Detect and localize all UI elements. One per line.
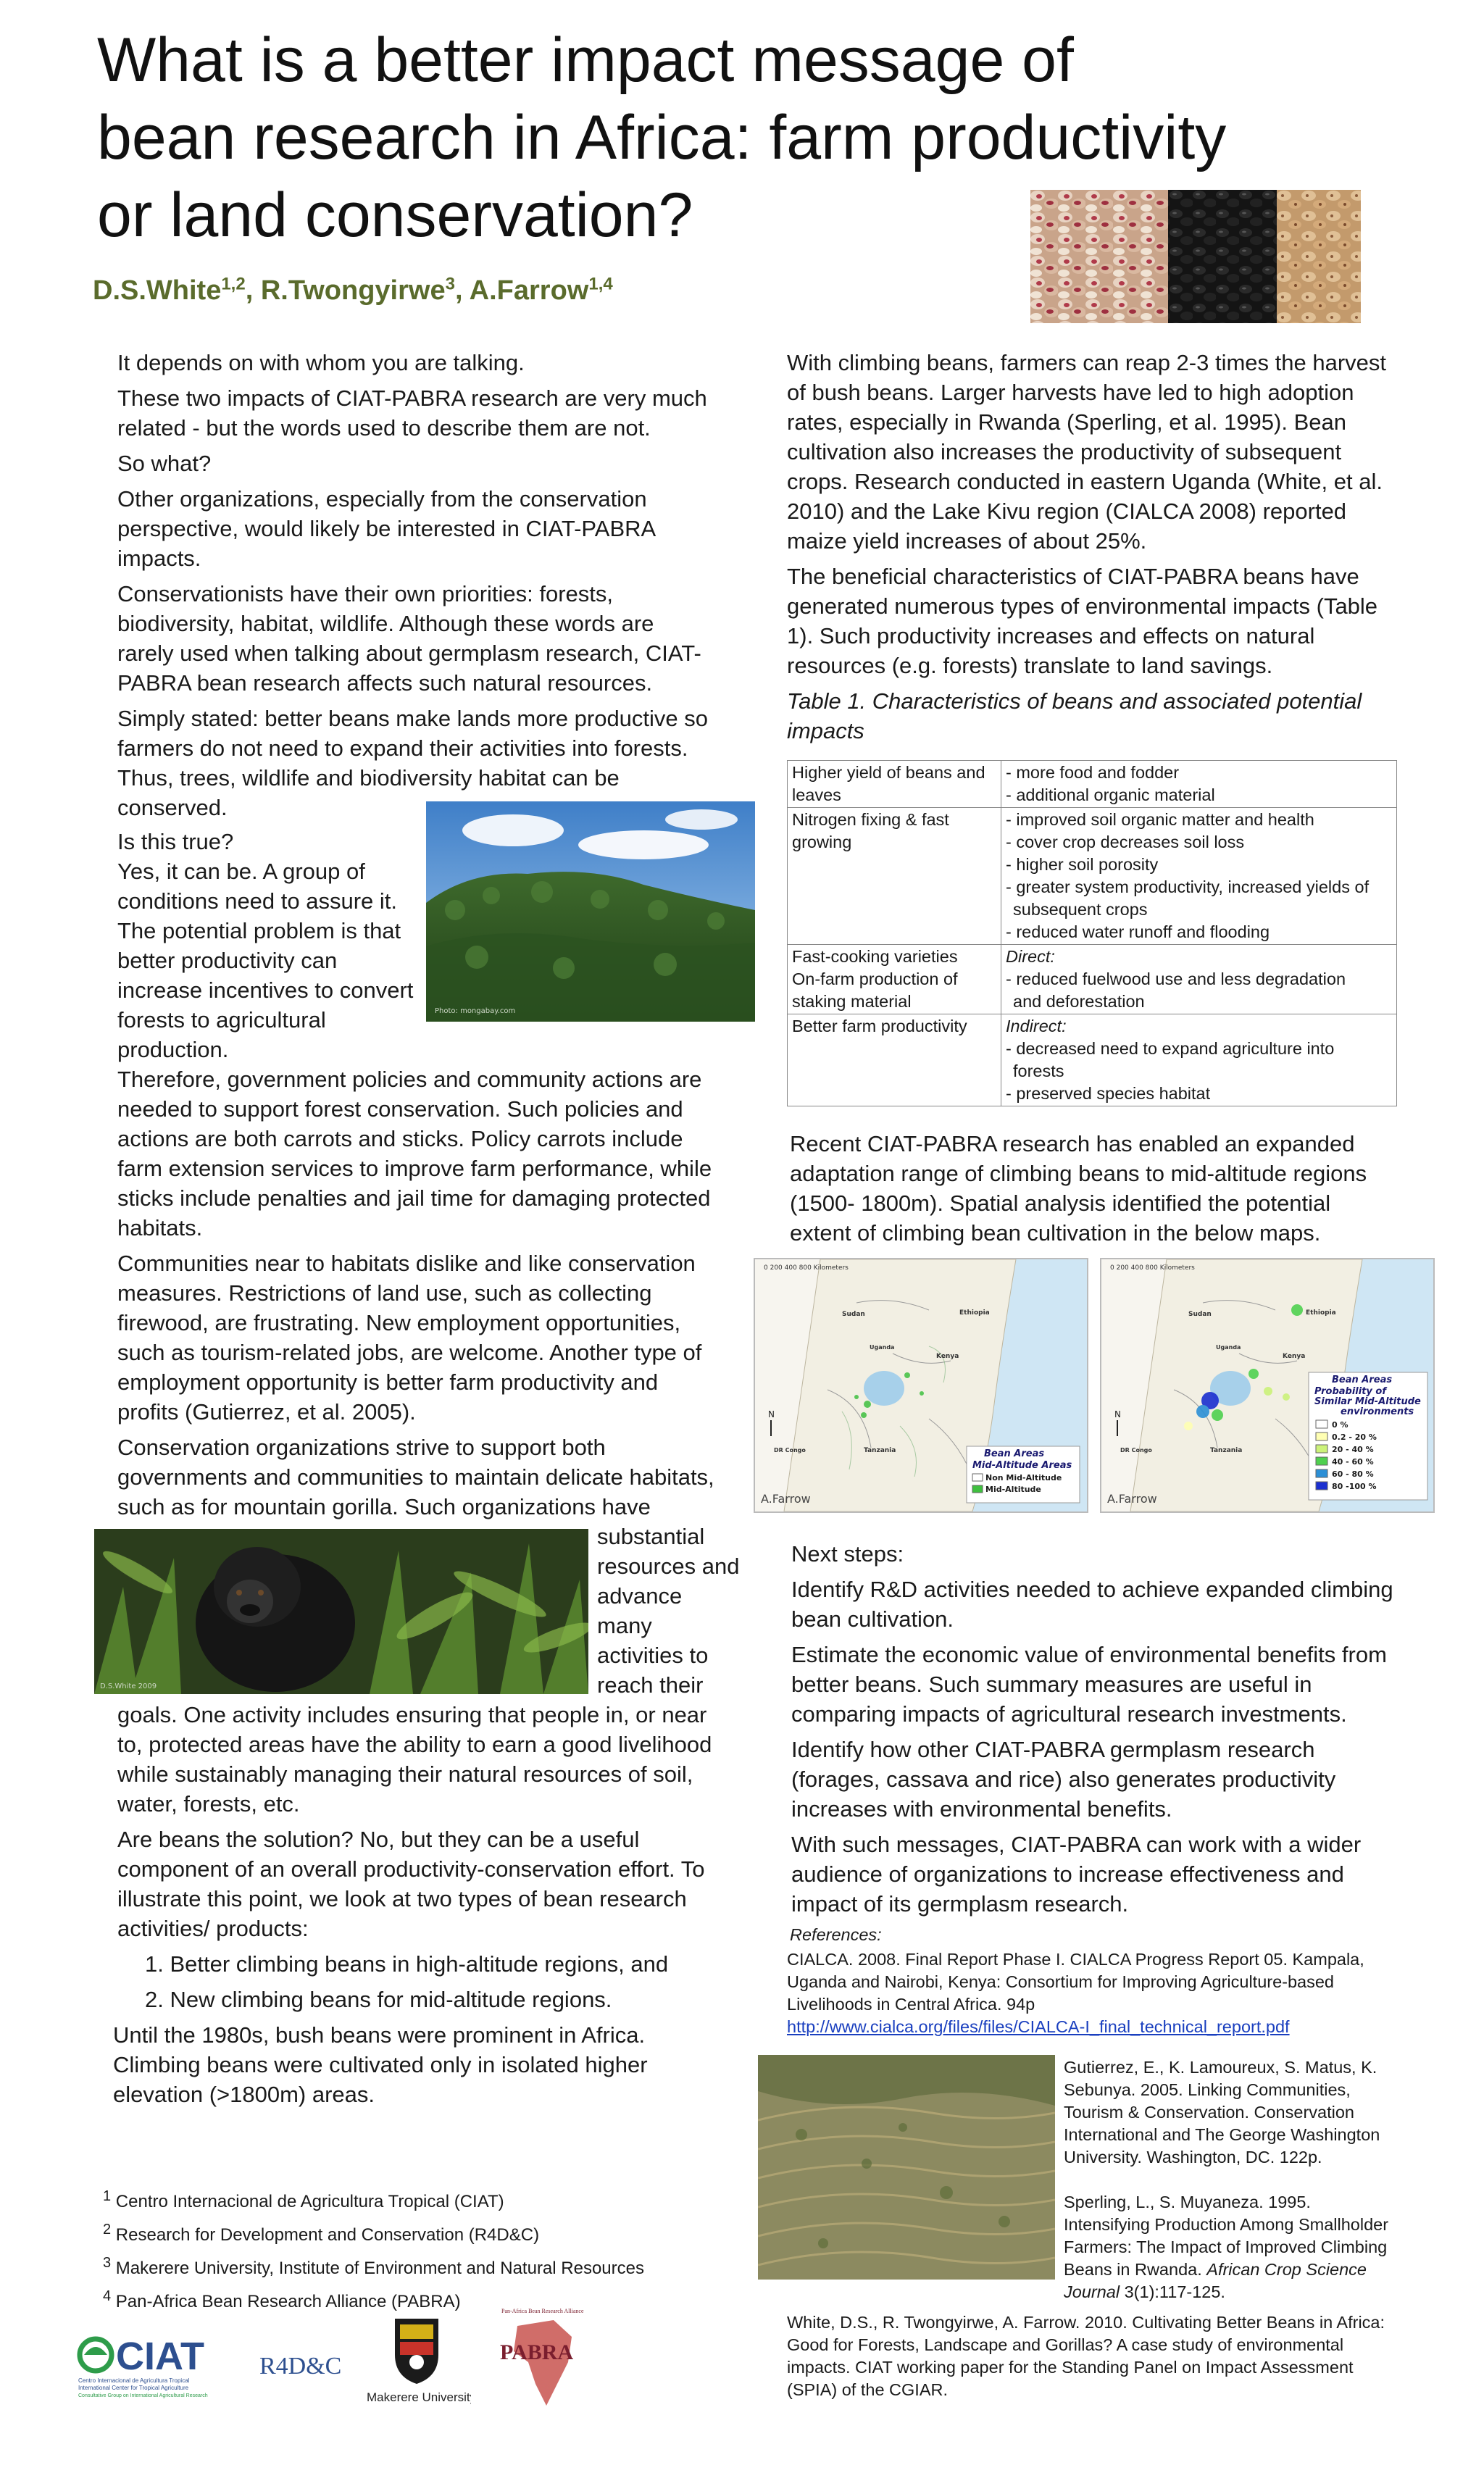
- svg-text:Non Mid-Altitude: Non Mid-Altitude: [985, 1473, 1062, 1482]
- svg-text:International Center for Tropi: International Center for Tropical Agriculture: [78, 2385, 189, 2391]
- list-item: 1. Better climbing beans in high-altitude regions, and: [145, 1951, 669, 1977]
- affiliation: $^3$ Makerere University, Institute of Environment and Natural Resources: [103, 2255, 644, 2278]
- svg-text:Tanzania: Tanzania: [1210, 1447, 1243, 1454]
- left-column-wrap2: [597, 1522, 742, 1700]
- reference-link[interactable]: http://www.cialca.org/files/files/CIALCA-I_final_technical_report.pdf: [787, 2017, 1290, 2036]
- left-paragraph: Simply stated: better beans make lands more productive so farmers do not need to expand their activities into forests. Thus, trees, wildlife and biodiversity habitat can be conserved.: [117, 706, 709, 820]
- svg-text:Probability of: Probability of: [1314, 1386, 1387, 1397]
- pabra-logo: [496, 2304, 590, 2413]
- forest-photo: [426, 801, 755, 1022]
- r4dc-logo: [258, 2345, 345, 2395]
- table-row: [788, 945, 1397, 1014]
- table-cell: Fast-cooking varieties On-farm production of staking material: [788, 945, 1001, 1014]
- svg-text:N: N: [768, 1409, 775, 1419]
- svg-text:Ethiopia: Ethiopia: [1306, 1309, 1336, 1317]
- legend-label: 0.2 - 20 %: [1332, 1432, 1377, 1442]
- makerere-logo-text: Makerere University: [367, 2390, 471, 2404]
- table-cell: Indirect: - decreased need to expand agriculture into forests - preserved species habitat: [1001, 1014, 1397, 1106]
- reference-4: White, D.S., R. Twongyirwe, A. Farrow. 2010. Cultivating Better Beans in Africa: Good for Forests, Landscape and Gorillas? A case study of environmental impacts. CIAT working paper for the Standing Panel on Impact Assessment (SPIA) of the CGIAR.: [787, 2313, 1385, 2399]
- next-step-item: Identify R&D activities needed to achieve expanded climbing bean cultivation.: [791, 1577, 1393, 1632]
- svg-text:Sudan: Sudan: [842, 1311, 865, 1318]
- affiliations: [103, 2182, 726, 2316]
- legend-swatch: [1316, 1420, 1327, 1428]
- left-paragraph: Yes, it can be. A group of conditions need to assure it. The potential problem is that better productivity can increase incentives to convert forests to agricultural production.: [117, 859, 414, 1062]
- pabra-logo-text: PABRA: [500, 2340, 574, 2364]
- svg-text:Bean Areas: Bean Areas: [984, 1448, 1045, 1459]
- map-probability: [1100, 1258, 1435, 1513]
- left-paragraph: Communities near to habitats dislike and like conservation measures. Restrictions of land use, such as collecting firewood, are frustrating. New employment opportunities, such as tourism-related jobs, are welcome. Another type of employment opportunity is better farm productivity and profits (Gutierrez, et al. 2005).: [117, 1251, 702, 1425]
- left-column-bottom: [113, 1700, 726, 2109]
- next-step-item: Estimate the economic value of environmental benefits from better beans. Such summary measures are useful in comparing impacts of agricultural research investments.: [791, 1642, 1387, 1727]
- left-paragraph: Until the 1980s, bush beans were prominent in Africa. Climbing beans were cultivated only in isolated higher elevation (>1800m) areas.: [113, 2022, 648, 2107]
- svg-text:Similar Mid-Altitude: Similar Mid-Altitude: [1314, 1396, 1421, 1407]
- authors: D.S.White$^{1,2}$, R.Twongyirwe$^3$, A.Farrow$^{1,4}$: [93, 274, 613, 306]
- legend-swatch: [1316, 1432, 1327, 1440]
- affiliation: $^4$ Pan-Africa Bean Research Alliance (PABRA): [103, 2288, 461, 2311]
- svg-text:Bean Areas: Bean Areas: [1332, 1375, 1393, 1385]
- left-column-wrap: [117, 827, 422, 1064]
- terraces-photo: [758, 2055, 1055, 2280]
- left-paragraph: Other organizations, especially from the conservation perspective, would likely be interested in CIAT-PABRA impacts.: [117, 486, 655, 571]
- makerere-logo: [362, 2311, 471, 2406]
- svg-text:Kenya: Kenya: [936, 1353, 959, 1360]
- svg-text:0 200 400 800 Kilometers: 0 200 400 800 Kilometers: [1110, 1264, 1195, 1272]
- svg-text:Consultative Group on Internat: Consultative Group on International Agricultural Research: [78, 2393, 208, 2398]
- map-mid-altitude: [754, 1258, 1088, 1513]
- affiliation: $^1$ Centro Internacional de Agricultura Tropical (CIAT): [103, 2188, 504, 2211]
- right-column-maps-intro: [790, 1129, 1396, 1248]
- legend-swatch: [1316, 1469, 1327, 1477]
- map-1-image: [755, 1259, 1087, 1511]
- table-cell: Direct: - reduced fuelwood use and less degradation and deforestation: [1001, 945, 1397, 1014]
- right-paragraph: The beneficial characteristics of CIAT-PABRA beans have generated numerous types of environmental impacts (Table 1). Such productivity increases and effects on natural resources (e.g. forests) translate to land savings.: [787, 564, 1378, 678]
- svg-text:environments: environments: [1341, 1406, 1414, 1417]
- gorilla-credit: D.S.White 2009: [100, 1682, 157, 1690]
- beans-photo: [1030, 190, 1361, 323]
- ciat-logo: [75, 2324, 228, 2404]
- svg-text:N: N: [1114, 1409, 1121, 1419]
- left-paragraph: Is this true?: [117, 829, 234, 854]
- svg-text:Ethiopia: Ethiopia: [959, 1309, 990, 1317]
- left-paragraph: It depends on with whom you are talking.: [117, 350, 525, 375]
- beans-image: [1030, 190, 1361, 323]
- left-column-mid: [117, 1064, 719, 1522]
- svg-text:Pan-Africa Bean Research Allia: Pan-Africa Bean Research Alliance: [501, 2308, 584, 2314]
- affiliation: $^2$ Research for Development and Conservation (R4D&C): [103, 2222, 540, 2245]
- svg-text:0 200 400 800 Kilometers: 0 200 400 800 Kilometers: [764, 1264, 849, 1272]
- gorilla-photo: [94, 1529, 588, 1694]
- legend-label: 20 - 40 %: [1332, 1445, 1374, 1454]
- table-cell: Nitrogen fixing & fast growing: [788, 808, 1001, 945]
- svg-text:Uganda: Uganda: [1216, 1344, 1241, 1351]
- author-1: D.S.White$^{1,2}$: [93, 274, 246, 306]
- table-cell: - more food and fodder - additional organic material: [1001, 761, 1397, 808]
- table-cell: - improved soil organic matter and health - cover crop decreases soil loss - higher soil porosity - greater system productivity, increased yields of subsequent crops - reduced water runoff and flooding: [1001, 808, 1397, 945]
- svg-text:Mid-Altitude Areas: Mid-Altitude Areas: [972, 1460, 1072, 1471]
- left-paragraph: Are beans the solution? No, but they can be a useful component of an overall productivity-conservation effort. To illustrate this point, we look at two types of bean research activities/ products:: [117, 1827, 705, 1941]
- map-credit: A.Farrow: [761, 1492, 811, 1506]
- terraces-image: [758, 2055, 1055, 2280]
- ciat-logo-image: [75, 2324, 228, 2404]
- left-paragraph: These two impacts of CIAT-PABRA research are very much related - but the words used to describe them are not.: [117, 385, 707, 441]
- references-title: References:: [790, 1925, 882, 1944]
- table-caption: Table 1. Characteristics of beans and associated potential impacts: [787, 688, 1362, 743]
- poster-title: What is a better impact message of bean research in Africa: farm productivity or land conservation?: [97, 25, 1227, 250]
- legend-label: 40 - 60 %: [1332, 1457, 1374, 1467]
- right-paragraph: Recent CIAT-PABRA research has enabled an expanded adaptation range of climbing beans to mid-altitude regions (1500- 1800m). Spatial analysis identified the potential extent of climbing bean cultivation in the below maps.: [790, 1131, 1367, 1246]
- list-item: 2. New climbing beans for mid-altitude regions.: [145, 1987, 612, 2012]
- table-row: [788, 761, 1397, 808]
- left-paragraph: goals. One activity includes ensuring that people in, or near to, protected areas have the ability to earn a good livelihood while sustainably managing their natural resources of soil, water, forests, etc.: [117, 1702, 712, 1817]
- left-paragraph: So what?: [117, 451, 212, 476]
- next-step-item: Identify how other CIAT-PABRA germplasm research (forages, cassava and rice) also generates productivity increases with environmental benefits.: [791, 1737, 1336, 1822]
- r4dc-logo-image: [258, 2345, 345, 2395]
- left-paragraph: Therefore, government policies and community actions are needed to support forest conservation. Such policies and actions are both carrots and sticks. Policy carrots include farm extension services to improve farm performance, while sticks include penalties and jail time for damaging protected habitats.: [117, 1067, 712, 1240]
- reference-2: Gutierrez, E., K. Lamoureux, S. Matus, K. Sebunya. 2005. Linking Communities, Tourism & Conservation. Conservation International and The George Washington University. Washington, DC. 122p.: [1064, 2058, 1380, 2167]
- table-cell: Higher yield of beans and leaves: [788, 761, 1001, 808]
- left-column-top: [117, 348, 712, 822]
- map-2-image: [1101, 1259, 1433, 1511]
- next-steps: [791, 1539, 1400, 1919]
- table-row: [788, 1014, 1397, 1106]
- characteristics-table: [787, 760, 1397, 1106]
- map-credit: A.Farrow: [1107, 1492, 1157, 1506]
- reference-3: Sperling, L., S. Muyaneza. 1995. Intensifying Production Among Smallholder Farmers: The Impact of Improved Climbing Beans in Rwanda. African Crop Science Journal 3(1):117-125.: [1064, 2193, 1389, 2301]
- legend-label: 0 %: [1332, 1420, 1348, 1430]
- right-column-top: [787, 348, 1396, 746]
- table-row: [788, 808, 1397, 945]
- author-3: A.Farrow$^{1,4}$: [469, 274, 613, 306]
- svg-text:Sudan: Sudan: [1188, 1311, 1212, 1318]
- right-paragraph: With climbing beans, farmers can reap 2-3 times the harvest of bush beans. Larger harvests have led to high adoption rates, especially in Rwanda (Sperling, et al. 1995). Bean cultivation also increases the productivity of subsequent crops. Research conducted in eastern Uganda (White, et al. 2010) and the Lake Kivu region (CIALCA 2008) reported maize yield increases of about 25%.: [787, 350, 1387, 554]
- svg-text:Centro Internacional de Agricu: Centro Internacional de Agricultura Tropical: [78, 2377, 190, 2384]
- legend-label: 80 -100 %: [1332, 1482, 1377, 1491]
- svg-text:DR Congo: DR Congo: [774, 1447, 806, 1454]
- forest-credit: Photo: mongabay.com: [435, 1007, 516, 1015]
- forest-image: [426, 801, 755, 1022]
- left-paragraph: Conservation organizations strive to support both governments and communities to maintain delicate habitats, such as for mountain gorilla. Such organizations have: [117, 1435, 714, 1519]
- pabra-logo-image: [496, 2304, 590, 2413]
- svg-text:Kenya: Kenya: [1283, 1353, 1306, 1360]
- author-2: R.Twongyirwe$^3$: [260, 274, 455, 306]
- svg-text:Tanzania: Tanzania: [864, 1447, 896, 1454]
- makerere-logo-image: [362, 2311, 471, 2406]
- reference-1: CIALCA. 2008. Final Report Phase I. CIALCA Progress Report 05. Kampala, Uganda and Nairobi, Kenya: Consortium for Improving Agriculture-based Livelihoods in Central Africa. 94p http://www.cialca.org/files/files/CIALCA-I_final_technical_report.pdf: [787, 1950, 1364, 2036]
- ciat-logo-text: CIAT: [116, 2335, 204, 2378]
- left-paragraph: substantial resources and advance many activities to reach their: [597, 1524, 740, 1698]
- table-cell: Better farm productivity: [788, 1014, 1001, 1106]
- r4dc-logo-text: R4D&C: [259, 2353, 342, 2380]
- legend-swatch: [1316, 1482, 1327, 1490]
- legend-swatch: [1316, 1457, 1327, 1465]
- svg-text:Mid-Altitude: Mid-Altitude: [985, 1485, 1041, 1494]
- gorilla-image: [94, 1529, 588, 1694]
- legend-swatch: [1316, 1445, 1327, 1453]
- next-steps-title: Next steps:: [791, 1541, 904, 1567]
- legend-label: 60 - 80 %: [1332, 1469, 1374, 1479]
- svg-text:Uganda: Uganda: [870, 1344, 895, 1351]
- next-step-item: With such messages, CIAT-PABRA can work with a wider audience of organizations to increase effectiveness and impact of its germplasm research.: [791, 1832, 1362, 1917]
- left-paragraph: Conservationists have their own priorities: forests, biodiversity, habitat, wildlife. Although these words are rarely used when talking about germplasm research, CIAT-PABRA bean research affects such natural resources.: [117, 581, 701, 696]
- svg-text:DR Congo: DR Congo: [1120, 1447, 1152, 1454]
